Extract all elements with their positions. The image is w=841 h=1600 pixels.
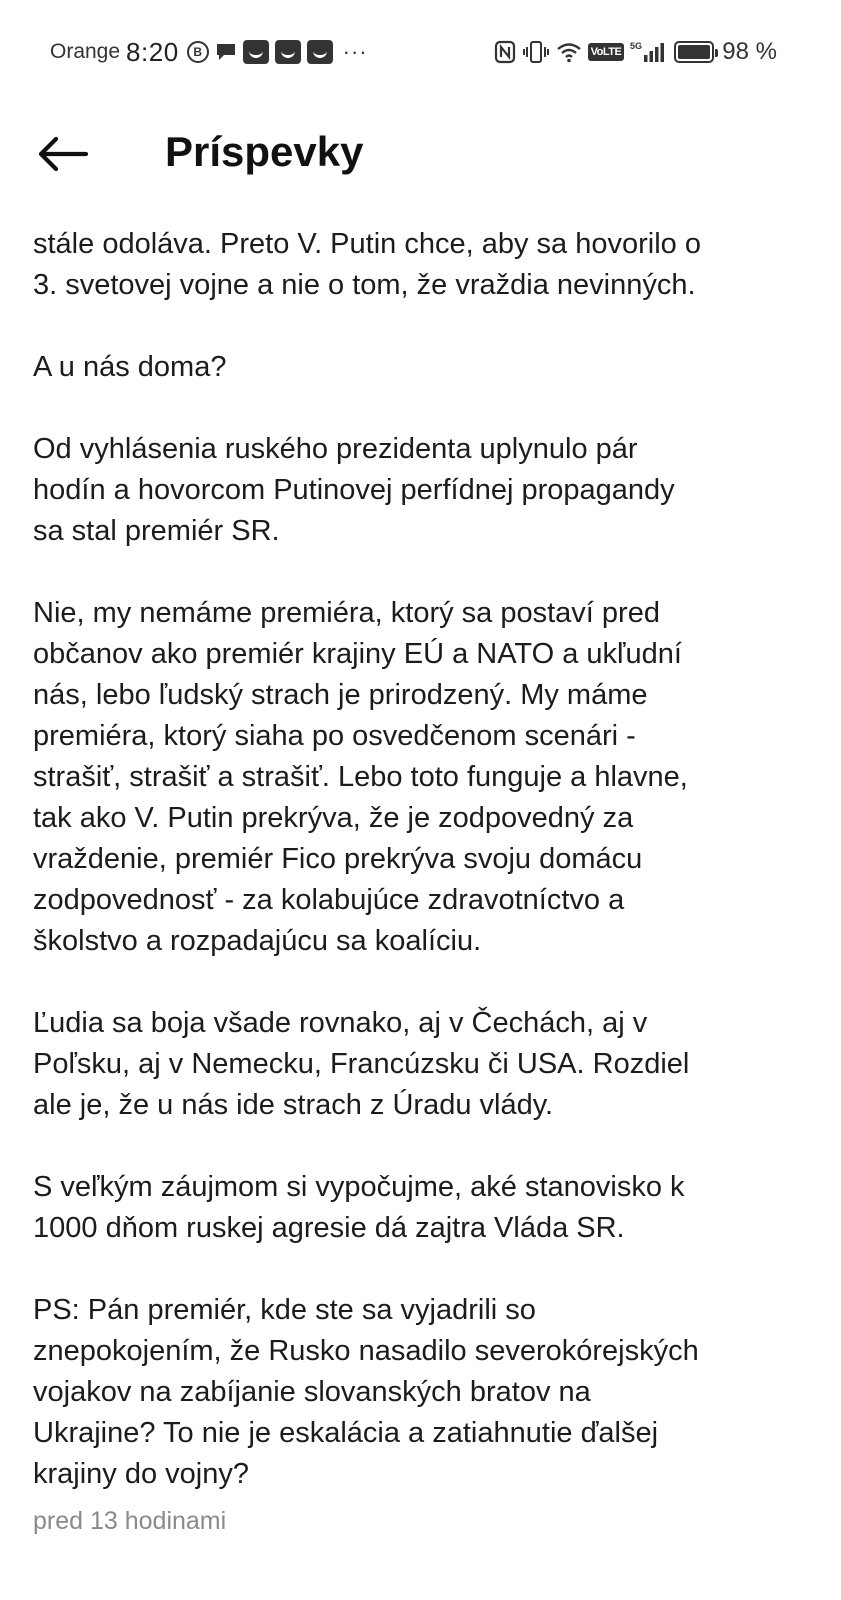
post-paragraph: S veľkým záujmom si vypočujme, aké stanovisko k 1000 dňom ruskej agresie dá zajtra Vláda SR. xyxy=(33,1171,685,1244)
app-mask-icon xyxy=(307,40,333,64)
b-bubble-icon: B xyxy=(187,41,209,63)
status-bar-left xyxy=(50,36,368,68)
clipped-previous-line xyxy=(33,204,818,218)
volte-icon: VoLTE xyxy=(588,43,625,61)
status-bar-right xyxy=(494,36,777,68)
post-paragraph: Ľudia sa boja všade rovnako, aj v Čechách, aj v Poľsku, aj v Nemecku, Francúzsku či USA. Rozdiel ale je, že u nás ide strach z Úradu vlády. xyxy=(33,1007,690,1121)
battery-icon xyxy=(674,41,714,63)
post-timestamp: pred 13 hodinami xyxy=(33,1507,227,1535)
signal-5g-icon xyxy=(630,40,668,64)
nfc-icon xyxy=(494,40,516,64)
back-button[interactable] xyxy=(30,129,94,179)
battery-fill xyxy=(678,45,709,59)
arrow-left-icon xyxy=(34,134,90,174)
battery-percentage: 98 % xyxy=(722,38,777,65)
post-paragraph: Od vyhlásenia ruského prezidenta uplynulo pár hodín a hovorcom Putinovej perfídnej propagandy sa stal premiér SR. xyxy=(33,433,675,547)
app-mask-icon xyxy=(243,40,269,64)
post-paragraph: Nie, my nemáme premiéra, ktorý sa postaví pred občanov ako premiér krajiny EÚ a NATO a ukľudní nás, lebo ľudský strach je prirodzený. My máme premiéra, ktorý siaha po osvedčenom scenári - strašiť, strašiť a strašiť. Lebo toto funguje a hlavne, tak ako V. Putin prekrýva, že je zodpovedný za vraždenie, premiér Fico prekrýva svoju domácu zodpovednosť - za kolabujúce zdravotníctvo a školstvo a rozpadajúcu sa koalíciu. xyxy=(33,597,688,957)
clock: 8:20 xyxy=(126,36,179,67)
more-notifications-icon: ··· xyxy=(342,39,368,64)
carrier-name: Orange xyxy=(50,40,121,63)
post-content-scroll[interactable] xyxy=(0,204,841,1600)
post-paragraph: stále odoláva. Preto V. Putin chce, aby sa hovorilo o 3. svetovej vojne a nie o tom, že vraždia nevinných. xyxy=(33,228,701,301)
post-paragraph: PS: Pán premiér, kde ste sa vyjadrili so znepokojením, že Rusko nasadilo severokórejských vojakov na zabíjanie slovanských bratov na Ukrajine? To nie je eskalácia a zatiahnutie ďalšej krajiny do vojny? xyxy=(33,1294,699,1490)
status-bar xyxy=(0,0,841,104)
wifi-icon xyxy=(556,41,582,63)
page-title: Príspevky xyxy=(165,128,364,175)
svg-text:5G: 5G xyxy=(630,41,643,51)
vibrate-icon xyxy=(522,40,550,64)
post-paragraph: A u nás doma? xyxy=(33,351,227,383)
app-header xyxy=(0,104,841,204)
post-body xyxy=(33,204,818,1539)
app-mask-icon xyxy=(275,40,301,64)
chat-bubble-icon xyxy=(215,42,237,62)
